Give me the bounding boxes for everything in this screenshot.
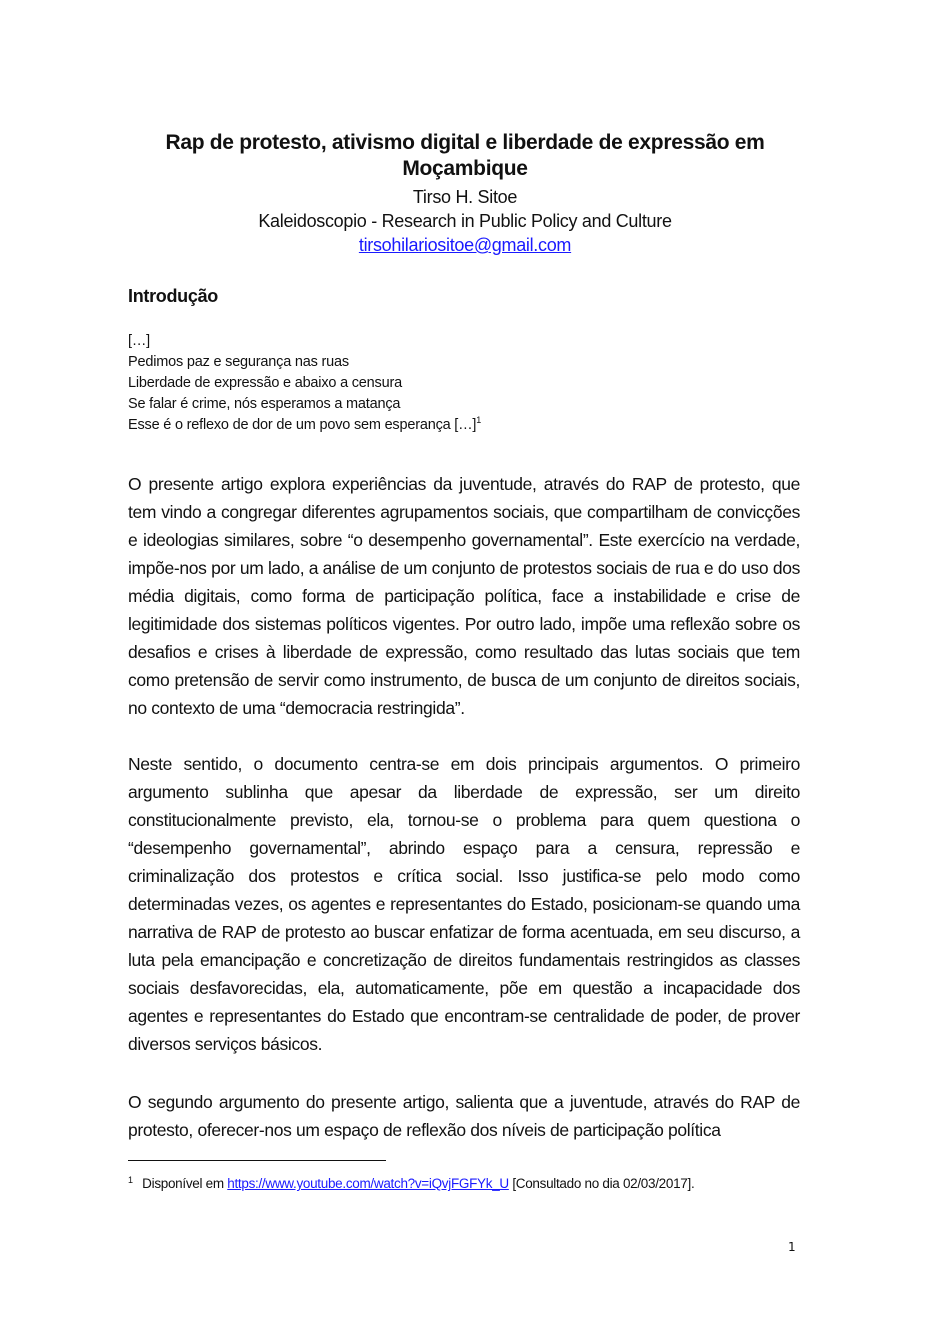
body-paragraph: O presente artigo explora experiências da juventude, através do RAP de protesto, que tem vindo a congregar diferentes agrupamentos sociais, que compartilham de convicções e ideologias similares, sobre “o desempenho governamental”. Este exercício na verdade, impõe-nos por um lado, a análise de um conjunto de protestos sociais de rua e do uso dos média digitais, como forma de participação política, face a instabilidade e crise de legitimidade dos sistemas políticos vigentes. Por outro lado, impõe uma reflexão sobre os desafios e crises à liberdade de expressão, como resultado das lutas sociais que tem como pretensão de servir como instrumento, de busca de um conjunto de direitos sociais, no contexto de uma “democracia restringida”. xyxy=(128,474,800,718)
footnote-prefix: Disponível em xyxy=(142,1176,224,1191)
footnote-number: 1 xyxy=(128,1175,133,1185)
page-number: 1 xyxy=(788,1240,796,1254)
epigraph-line: Liberdade de expressão e abaixo a censura xyxy=(128,375,402,391)
author-email-link[interactable]: tirsohilariositoe@gmail.com xyxy=(358,235,572,255)
epigraph-line: Pedimos paz e segurança nas ruas xyxy=(128,354,349,370)
body-paragraph: Neste sentido, o documento centra-se em dois principais argumentos. O primeiro argumento sublinha que apesar da liberdade de expressão, ser um direito constitucionalmente previsto, ela, tornou-se o problema para quem questiona o “desempenho governamental”, abrindo espaço para a censura, repressão e criminalização dos protestos e crítica social. Isso justifica-se pelo modo como determinadas vezes, os agentes e representantes do Estado, posicionam-se quando uma narrativa de RAP de protesto ao buscar enfatizar de forma acentuada, em seu discurso, a luta pela emancipação e concretização de direitos fundamentais restringidos as classes sociais desfavorecidas, ela, automaticamente, põe em questão a incapacidade dos agentes e representantes do Estado que encontram-se centralidade de poder, de prover diversos serviços básicos. xyxy=(128,754,800,1054)
footnote-suffix: [Consultado no dia 02/03/2017]. xyxy=(512,1176,695,1191)
section-heading: Introdução xyxy=(128,286,218,306)
footnote-link[interactable]: https://www.youtube.com/watch?v=iQvjFGFYk_U xyxy=(227,1176,509,1191)
author-name: Tirso H. Sitoe xyxy=(412,187,518,207)
epigraph xyxy=(128,331,481,436)
footnote xyxy=(128,1171,694,1193)
footnote-reference[interactable]: 1 xyxy=(476,415,482,425)
body-paragraph: O segundo argumento do presente artigo, salienta que a juventude, através do RAP de protesto, oferecer-nos um espaço de reflexão dos níveis de participação política xyxy=(128,1092,800,1140)
epigraph-line: Esse é o reflexo de dor de um povo sem esperança […] xyxy=(128,417,477,433)
footnote-divider xyxy=(128,1160,386,1161)
author-email xyxy=(120,233,810,257)
epigraph-last-line xyxy=(128,415,481,436)
author-affiliation: Kaleidoscopio - Research in Public Policy and Culture xyxy=(258,211,672,231)
epigraph-line: […] xyxy=(128,333,150,349)
epigraph-line: Se falar é crime, nós esperamos a matança xyxy=(128,396,401,412)
paper-title: Rap de protesto, ativismo digital e liberdade de expressão em Moçambique xyxy=(165,131,765,180)
